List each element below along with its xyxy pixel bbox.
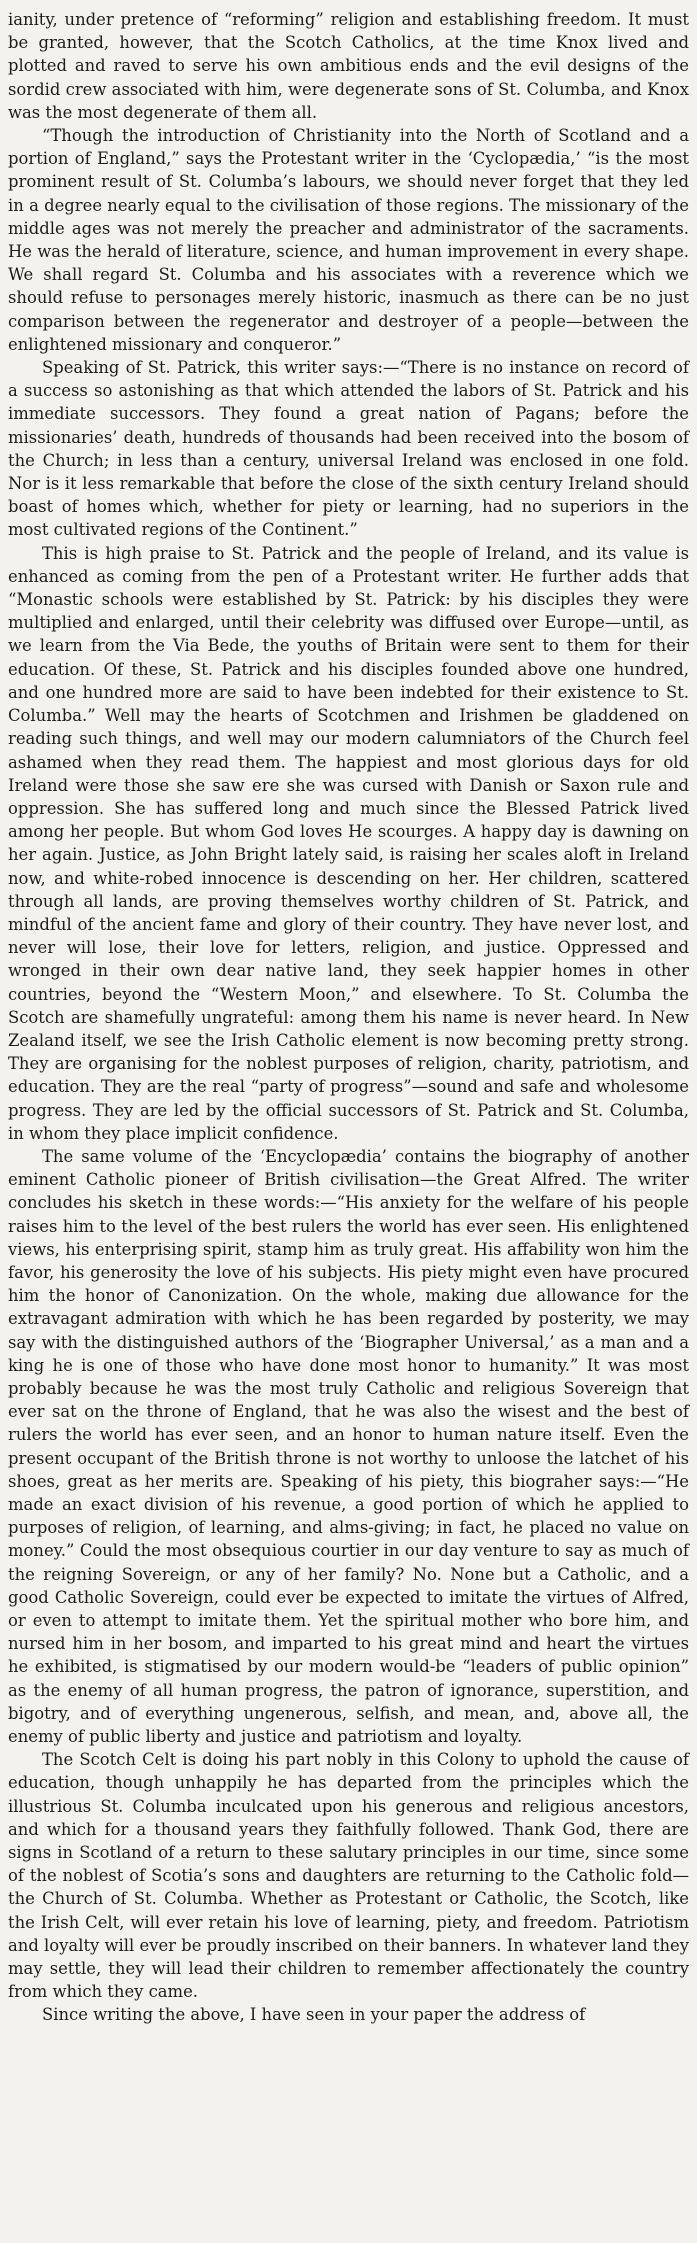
paragraph-continuation: ianity, under pretence of “reforming” religion and establishing freedom. It must be granted, however, that the Scotch Catholics, at the time Knox lived and plotted and raved to serve his own ambitious ends and the evil designs of the sordid crew associated with him, were degenerate sons of St. Columba, and Knox was the most degenerate of them all. bbox=[8, 10, 689, 122]
paragraph-since-writing: Since writing the above, I have seen in your paper the address of bbox=[42, 2005, 586, 2025]
paragraph-scotch-celt: The Scotch Celt is doing his part nobly in this Colony to uphold the cause of education, though unhappily he has departed from the principles which the illustrious St. Columba inculcated upon his generous and religious ancestors, and which for a thousand years they faithfully followed. Thank God, there are signs in Scotland of a return to these salutary principles in our time, since some of the noblest of Scotia’s sons and daughters are returning to the Catholic fold—the Church of St. Columba. Whether as Protestant or Catholic, the Scotch, like the Irish Celt, will ever retain his love of learning, piety, and freedom. Patriotism and loyalty will ever be proudly inscribed on their banners. In whatever land they may settle, they will lead their children to remember affectionately the country from which they came. bbox=[8, 1750, 689, 2002]
paragraph-praise-ireland: This is high praise to St. Patrick and the people of Ireland, and its value is enhanced as coming from the pen of a Protestant writer. He further adds that “Monastic schools were established by St. Patrick: by his disciples they were multiplied and enlarged, until their celebrity was diffused over Europe—until, as we learn from the Via Bede, the youths of Britain were sent to them for their education. Of these, St. Patrick and his disciples founded above one hundred, and one hundred more are said to have been indebted for their existence to St. Columba.” Well may the hearts of Scotchmen and Irishmen be gladdened on reading such things, and well may our modern calumniators of the Church feel ashamed when they read them. The happiest and most glorious days for old Ireland were those she saw ere she was cursed with Danish or Saxon rule and oppression. She has suffered long and much since the Blessed Patrick lived among her people. But whom God loves He scourges. A happy day is dawning on her again. Justice, as John Bright lately said, is raising her scales aloft in Ireland now, and white-robed innocence is descending on her. Her children, scattered through all lands, are proving themselves worthy children of St. Patrick, and mindful of the ancient fame and glory of their country. They have never lost, and never will lose, their love for letters, religion, and justice. Oppressed and wronged in their own dear native land, they seek happier homes in other countries, beyond the “Western Moon,” and elsewhere. To St. Columba the Scotch are shamefully ungrateful: among them his name is never heard. In New Zealand itself, we see the Irish Catholic element is now becoming pretty strong. They are organising for the noblest purposes of religion, charity, patriotism, and education. They are the real “party of progress”—sound and safe and wholesome progress. They are led by the official successors of St. Patrick and St. Columba, in whom they place implicit confidence. bbox=[8, 543, 689, 1143]
paragraph-st-patrick: Speaking of St. Patrick, this writer says:—“There is no instance on record of a success so astonishing as that which attended the labors of St. Patrick and his immediate successors. They found a great nation of Pagans; before the missionaries’ death, hundreds of thousands had been received into the bosom of the Church; in less than a century, universal Ireland was enclosed in one fold. Nor is it less remarkable that before the close of the sixth century Ireland should boast of homes which, whether for piety or learning, had no superiors in the most cultivated regions of the Continent.” bbox=[8, 358, 689, 540]
paragraph-columba-civilisation: “Though the introduction of Christianity into the North of Scotland and a portion of England,” says the Protestant writer in the ‘Cyclopædia,’ “is the most prominent result of St. Columba’s labours, we should never forget that they led in a degree nearly equal to the civilisation of those regions. The missionary of the middle ages was not merely the preacher and administrator of the sacraments. He was the herald of literature, science, and human improvement in every shape. We shall regard St. Columba and his associates with a reverence which we should refuse to personages merely historic, inasmuch as there can be no just comparison between the regenerator and destroyer of a people—between the enlightened missionary and conqueror.” bbox=[8, 126, 689, 354]
paragraph-alfred: The same volume of the ‘Encyclopædia’ contains the biography of another eminent Catholic pioneer of British civilisation—the Great Alfred. The writer concludes his sketch in these words:—“His anxiety for the welfare of his people raises him to the level of the best rulers the world has ever seen. His enlightened views, his enterprising spirit, stamp him as truly great. His affability won him the favor, his generosity the love of his subjects. His piety might even have procured him the honor of Canonization. On the whole, making due allowance for the extravagant admiration with which he has been regarded by posterity, we may say with the distinguished authors of the ‘Biographer Universal,’ as a man and a king he is one of those who have done most honor to humanity.” It was most probably because he was the most truly Catholic and religious Sovereign that ever sat on the throne of England, that he was also the wisest and the best of rulers the world has ever seen, and an honor to human nature itself. Even the present occupant of the British throne is not worthy to unloose the latchet of his shoes, great as her merits are. Speaking of his piety, this biograher says:—“He made an exact division of his revenue, a good portion of which he applied to purposes of religion, of learning, and alms-giving; in fact, he placed no value on money.” Could the most obsequious courtier in our day venture to say as much of the reigning Sovereign, or any of her family? No. None but a Catholic, and a good Catholic Sovereign, could ever be expected to imitate the virtues of Alfred, or even to attempt to imitate them. Yet the spiritual mother who bore him, and nursed him in her bosom, and imparted to his great mind and heart the virtues he exhibited, is stigmatised by our modern would-be “leaders of public opinion” as the enemy of all human progress, the patron of ignorance, superstition, and bigotry, and of everything ungenerous, selfish, and mean, and, above all, the enemy of public liberty and justice and patriotism and loyalty. bbox=[8, 1146, 689, 1747]
